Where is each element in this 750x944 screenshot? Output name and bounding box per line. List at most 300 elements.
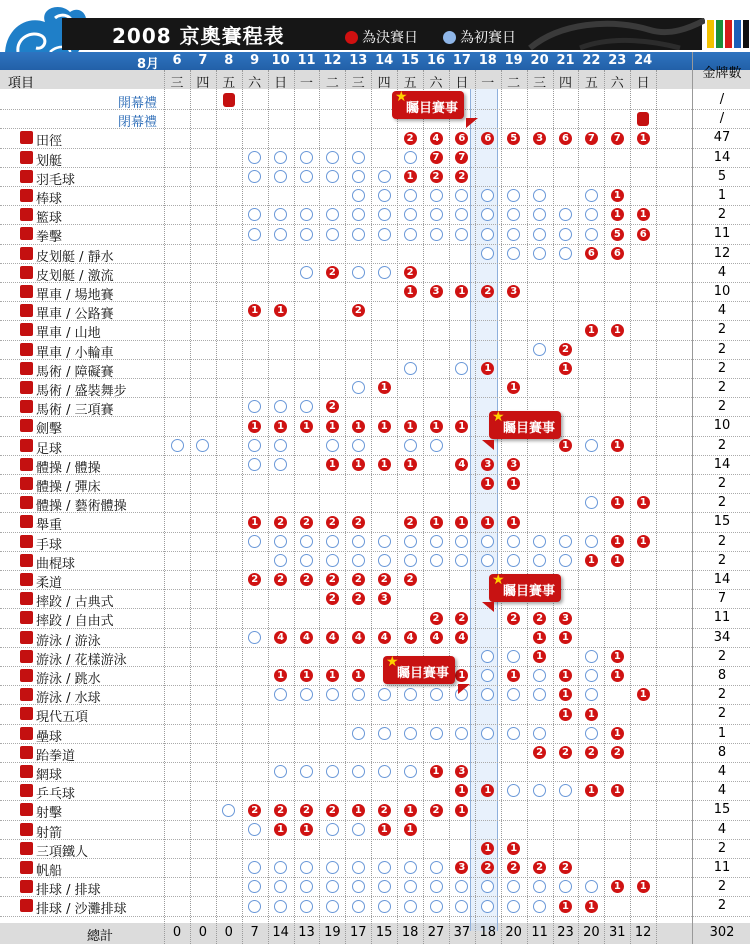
final-circle: 2 xyxy=(352,592,365,605)
sport-pictogram-icon xyxy=(20,381,33,394)
prelim-circle xyxy=(222,804,235,817)
prelim-circle xyxy=(455,189,468,202)
final-circle: 1 xyxy=(300,669,313,682)
final-circle: 1 xyxy=(637,535,650,548)
total-value: 27 xyxy=(427,925,445,940)
prelim-circle xyxy=(300,208,313,221)
sport-name: 單車 / 小輪車 xyxy=(36,345,114,361)
grid-hline xyxy=(0,839,750,840)
callout-pointer xyxy=(466,118,478,128)
medal-count: 14 xyxy=(713,572,731,587)
grid-hline xyxy=(0,167,750,168)
weekday-label: 四 xyxy=(196,76,210,91)
medal-count: 8 xyxy=(717,668,727,683)
grid-hline xyxy=(0,551,750,552)
prelim-circle xyxy=(507,554,520,567)
prelim-circle xyxy=(533,669,546,682)
prelim-circle xyxy=(585,727,598,740)
sport-pictogram-icon xyxy=(20,688,33,701)
prelim-circle xyxy=(274,688,287,701)
medal-count: 2 xyxy=(717,399,727,415)
prelim-circle xyxy=(404,208,417,221)
prelim-circle xyxy=(481,900,494,913)
weekday-label: 三 xyxy=(170,76,184,91)
prelim-circle xyxy=(326,228,339,241)
prelim-circle xyxy=(248,228,261,241)
sport-pictogram-icon xyxy=(20,515,33,528)
prelim-circle xyxy=(248,208,261,221)
grid-hline xyxy=(0,820,750,821)
sport-name: 體操 / 彈床 xyxy=(36,480,101,495)
final-circle: 1 xyxy=(378,420,391,433)
final-circle: 1 xyxy=(533,631,546,644)
medal-count: 4 xyxy=(717,764,727,779)
medal-count: 14 xyxy=(713,149,731,165)
prelim-circle xyxy=(585,880,598,893)
sport-pictogram-icon xyxy=(20,496,33,509)
prelim-circle xyxy=(430,900,443,913)
prelim-circle xyxy=(404,554,417,567)
sport-pictogram-icon xyxy=(20,573,33,586)
prelim-circle xyxy=(378,880,391,893)
final-circle: 1 xyxy=(611,535,624,548)
prelim-dot-icon xyxy=(443,31,456,44)
prelim-circle xyxy=(274,765,287,778)
prelim-circle xyxy=(248,880,261,893)
sport-pictogram-icon xyxy=(20,554,33,567)
sport-pictogram-icon xyxy=(20,880,33,893)
final-circle: 4 xyxy=(430,631,443,644)
prelim-circle xyxy=(248,439,261,452)
total-value: 15 xyxy=(375,925,393,940)
prelim-circle xyxy=(533,343,546,356)
medal-count: 12 xyxy=(713,245,731,261)
prelim-circle xyxy=(533,189,546,202)
final-circle: 1 xyxy=(455,669,468,682)
final-circle: 7 xyxy=(611,132,624,145)
sport-pictogram-icon xyxy=(20,899,33,912)
medal-count: 2 xyxy=(717,207,727,223)
final-circle: 1 xyxy=(378,381,391,394)
prelim-circle xyxy=(559,784,572,797)
final-circle: 2 xyxy=(559,343,572,356)
prelim-circle xyxy=(352,208,365,221)
weekday-label: 四 xyxy=(377,76,391,91)
month-label: 8月 xyxy=(136,57,160,72)
prelim-circle xyxy=(248,900,261,913)
prelim-circle xyxy=(352,765,365,778)
weekday-label: 四 xyxy=(558,76,572,91)
prelim-circle xyxy=(352,554,365,567)
final-circle: 1 xyxy=(274,420,287,433)
prelim-circle xyxy=(352,189,365,202)
prelim-circle xyxy=(404,228,417,241)
final-circle: 1 xyxy=(585,554,598,567)
medal-count: 11 xyxy=(713,610,731,626)
day-label: 22 xyxy=(582,53,601,68)
total-value: 20 xyxy=(505,925,522,940)
medal-count: 15 xyxy=(713,514,731,530)
day-label: 19 xyxy=(504,53,523,68)
total-value: 17 xyxy=(350,925,367,940)
day-label: 21 xyxy=(556,53,575,68)
prelim-circle xyxy=(507,727,520,740)
final-circle: 3 xyxy=(378,592,391,605)
final-circle: 2 xyxy=(585,746,598,759)
prelim-circle xyxy=(455,900,468,913)
final-circle: 1 xyxy=(507,516,520,529)
prelim-circle xyxy=(378,765,391,778)
final-circle: 1 xyxy=(352,669,365,682)
prelim-circle xyxy=(300,861,313,874)
final-circle: 3 xyxy=(481,458,494,471)
prelim-circle xyxy=(481,247,494,260)
china-flag-star-icon: ★ xyxy=(395,89,408,105)
day-label: 7 xyxy=(198,53,208,68)
grid-vline xyxy=(268,70,269,944)
prelim-circle xyxy=(326,554,339,567)
final-circle: 2 xyxy=(274,804,287,817)
final-circle: 3 xyxy=(533,132,546,145)
prelim-circle xyxy=(300,151,313,164)
prelim-circle xyxy=(326,900,339,913)
prelim-circle xyxy=(559,208,572,221)
day-label: 9 xyxy=(250,53,260,68)
sport-pictogram-icon xyxy=(20,323,33,336)
final-circle: 4 xyxy=(326,631,339,644)
grid-vline xyxy=(527,70,528,944)
prelim-circle xyxy=(533,247,546,260)
sport-pictogram-icon xyxy=(20,669,33,682)
featured-event-callout xyxy=(383,656,455,684)
callout-pointer xyxy=(482,602,494,612)
prelim-circle xyxy=(404,362,417,375)
prelim-circle xyxy=(274,170,287,183)
day-label: 15 xyxy=(401,53,420,68)
final-circle: 2 xyxy=(507,861,520,874)
final-circle: 1 xyxy=(352,458,365,471)
final-circle: 1 xyxy=(326,458,339,471)
final-circle: 4 xyxy=(455,631,468,644)
grid-hline xyxy=(0,858,750,859)
final-circle: 1 xyxy=(274,669,287,682)
final-circle: 2 xyxy=(611,746,624,759)
prelim-circle xyxy=(533,784,546,797)
prelim-circle xyxy=(378,189,391,202)
final-circle: 2 xyxy=(248,573,261,586)
final-circle: 1 xyxy=(352,420,365,433)
sport-pictogram-icon xyxy=(20,765,33,778)
grid-hline xyxy=(0,301,750,302)
prelim-circle xyxy=(430,861,443,874)
sport-pictogram-icon xyxy=(20,208,33,221)
ceremony-emblem-icon xyxy=(637,112,649,126)
weekday-label: 二 xyxy=(325,76,339,91)
final-circle: 6 xyxy=(611,247,624,260)
day-label: 10 xyxy=(271,53,290,68)
prelim-circle xyxy=(352,823,365,836)
total-value: 0 xyxy=(198,925,208,940)
final-circle: 2 xyxy=(404,132,417,145)
prelim-circle xyxy=(326,208,339,221)
final-circle: 1 xyxy=(455,516,468,529)
prelim-circle xyxy=(585,496,598,509)
grid-vline xyxy=(319,70,320,944)
prelim-circle xyxy=(481,535,494,548)
final-circle: 1 xyxy=(533,650,546,663)
sport-pictogram-icon xyxy=(20,439,33,452)
prelim-circle xyxy=(248,458,261,471)
sport-name: 帆船 xyxy=(36,864,63,879)
sport-name: 排球 / 沙灘排球 xyxy=(36,902,127,918)
final-circle: 2 xyxy=(326,400,339,413)
final-circle: 1 xyxy=(248,304,261,317)
sport-pictogram-icon xyxy=(20,803,33,816)
prelim-circle xyxy=(300,900,313,913)
final-circle: 2 xyxy=(559,861,572,874)
final-circle: 2 xyxy=(533,612,546,625)
final-circle: 2 xyxy=(352,573,365,586)
sport-name: 排球 / 排球 xyxy=(36,883,101,899)
final-circle: 1 xyxy=(507,842,520,855)
prelim-circle xyxy=(533,727,546,740)
prelim-circle xyxy=(326,861,339,874)
sport-name: 馬術 / 三項賽 xyxy=(36,403,114,419)
prelim-circle xyxy=(326,535,339,548)
total-label: 總計 xyxy=(86,929,113,944)
grid-hline xyxy=(0,532,750,533)
weekday-label: 二 xyxy=(507,76,521,91)
prelim-circle xyxy=(430,535,443,548)
weekday-label: 六 xyxy=(610,76,624,91)
final-circle: 1 xyxy=(559,688,572,701)
prelim-circle xyxy=(507,247,520,260)
medal-count: 2 xyxy=(717,495,727,511)
prelim-circle xyxy=(378,554,391,567)
grid-hline xyxy=(0,128,750,129)
final-circle: 2 xyxy=(455,170,468,183)
item-column-header: 項目 xyxy=(8,76,35,91)
sport-pictogram-icon xyxy=(20,650,33,663)
legend-final xyxy=(345,27,418,47)
grid-hline xyxy=(0,378,750,379)
day-label: 12 xyxy=(323,53,342,68)
grid-vline xyxy=(475,70,476,944)
prelim-circle xyxy=(378,688,391,701)
final-circle: 1 xyxy=(611,496,624,509)
final-circle: 2 xyxy=(326,804,339,817)
sport-name: 摔跤 / 自由式 xyxy=(36,614,114,630)
prelim-circle xyxy=(533,554,546,567)
day-label: 24 xyxy=(634,53,653,68)
final-circle: 6 xyxy=(559,132,572,145)
prelim-circle xyxy=(378,861,391,874)
final-circle: 2 xyxy=(378,804,391,817)
final-circle: 1 xyxy=(481,362,494,375)
prelim-circle xyxy=(274,208,287,221)
grid-hline xyxy=(0,282,750,283)
prelim-circle xyxy=(533,688,546,701)
final-circle: 2 xyxy=(378,573,391,586)
total-value: 0 xyxy=(224,925,233,940)
prelim-circle xyxy=(455,208,468,221)
prelim-circle xyxy=(585,189,598,202)
final-circle: 1 xyxy=(637,688,650,701)
day-label: 16 xyxy=(426,53,446,68)
final-circle: 1 xyxy=(611,880,624,893)
sport-pictogram-icon xyxy=(20,247,33,260)
weekday-label: 六 xyxy=(429,76,443,91)
prelim-circle xyxy=(430,688,443,701)
final-circle: 1 xyxy=(274,823,287,836)
final-circle: 1 xyxy=(611,669,624,682)
prelim-circle xyxy=(326,688,339,701)
final-circle: 4 xyxy=(378,631,391,644)
final-circle: 1 xyxy=(611,189,624,202)
medal-count: 4 xyxy=(717,264,727,280)
sport-pictogram-icon xyxy=(20,727,33,740)
final-circle: 2 xyxy=(430,804,443,817)
final-circle: 3 xyxy=(507,458,520,471)
sport-pictogram-icon xyxy=(20,151,33,164)
final-circle: 1 xyxy=(352,804,365,817)
sport-pictogram-icon xyxy=(20,784,33,797)
grid-hline xyxy=(0,916,750,917)
featured-event-callout xyxy=(489,411,561,439)
prelim-circle xyxy=(559,554,572,567)
sport-name: 單車 / 公路賽 xyxy=(36,307,114,323)
prelim-circle xyxy=(352,688,365,701)
ceremony-name: 閉幕禮 xyxy=(118,115,158,131)
weekday-label: 六 xyxy=(248,76,262,91)
final-dot-icon xyxy=(345,31,358,44)
sport-pictogram-icon xyxy=(20,131,33,144)
grid-vline xyxy=(294,70,295,944)
medal-count: / xyxy=(719,92,725,107)
final-circle: 1 xyxy=(274,304,287,317)
prelim-circle xyxy=(300,535,313,548)
sport-name: 皮划艇 / 靜水 xyxy=(36,249,114,265)
total-value: 0 xyxy=(172,925,182,940)
final-circle: 1 xyxy=(585,784,598,797)
medal-count: 2 xyxy=(717,552,727,568)
final-circle: 1 xyxy=(404,170,417,183)
medal-count: 5 xyxy=(717,168,727,184)
prelim-circle xyxy=(559,247,572,260)
grid-hline xyxy=(0,628,750,629)
page-title: 2008 京奧賽程表 xyxy=(112,24,285,48)
medal-count: 2 xyxy=(717,879,727,895)
medal-count: 10 xyxy=(713,418,731,434)
medal-count: 14 xyxy=(713,456,731,472)
prelim-circle xyxy=(559,535,572,548)
final-circle: 1 xyxy=(455,804,468,817)
final-circle: 6 xyxy=(637,228,650,241)
total-medals: 302 xyxy=(709,925,735,940)
sport-pictogram-icon xyxy=(20,592,33,605)
final-circle: 2 xyxy=(404,573,417,586)
sport-pictogram-icon xyxy=(20,842,33,855)
sport-pictogram-icon xyxy=(20,611,33,624)
grid-hline xyxy=(0,474,750,475)
sport-pictogram-icon xyxy=(20,266,33,279)
sport-name: 曲棍球 xyxy=(36,556,76,572)
prelim-circle xyxy=(274,900,287,913)
grid-hline xyxy=(0,493,750,494)
prelim-circle xyxy=(274,554,287,567)
medal-count: 1 xyxy=(717,188,727,203)
sport-name: 乒乓球 xyxy=(36,787,76,803)
prelim-circle xyxy=(300,266,313,279)
prelim-circle xyxy=(378,535,391,548)
prelim-circle xyxy=(352,535,365,548)
grid-hline xyxy=(0,148,750,149)
sport-pictogram-icon xyxy=(20,458,33,471)
total-value: 31 xyxy=(609,925,626,940)
grid-vline xyxy=(692,52,693,944)
prelim-circle xyxy=(300,170,313,183)
callout-text: 矚目賽事 xyxy=(406,101,459,116)
sport-name: 跆拳道 xyxy=(36,748,76,764)
final-circle: 1 xyxy=(430,516,443,529)
final-circle: 1 xyxy=(559,631,572,644)
sport-name: 現代五項 xyxy=(36,710,89,726)
final-circle: 3 xyxy=(507,285,520,298)
legend-final-label: 為決賽日 xyxy=(362,30,418,46)
prelim-circle xyxy=(404,727,417,740)
grid-hline xyxy=(0,800,750,801)
weekday-label: 五 xyxy=(584,76,598,91)
grid-hline xyxy=(0,224,750,225)
prelim-circle xyxy=(404,861,417,874)
medal-count: 47 xyxy=(713,130,731,146)
grid-vline xyxy=(578,70,579,944)
prelim-circle xyxy=(533,535,546,548)
sport-pictogram-icon xyxy=(20,189,33,202)
final-circle: 1 xyxy=(559,362,572,375)
medal-count: 2 xyxy=(717,360,727,376)
prelim-circle xyxy=(171,439,184,452)
weekday-label: 三 xyxy=(351,76,365,91)
medal-count: 2 xyxy=(717,380,727,395)
final-circle: 7 xyxy=(430,151,443,164)
grid-hline xyxy=(0,647,750,648)
grid-vline xyxy=(630,70,631,944)
prelim-circle xyxy=(248,170,261,183)
sport-name: 單車 / 場地賽 xyxy=(36,288,114,303)
total-value: 23 xyxy=(557,925,574,940)
weekday-label: 五 xyxy=(403,76,417,91)
grid-vline xyxy=(371,70,372,944)
prelim-circle xyxy=(352,727,365,740)
prelim-circle xyxy=(300,765,313,778)
day-label: 8 xyxy=(224,53,234,68)
sport-pictogram-icon xyxy=(20,631,33,644)
medal-count: 7 xyxy=(717,591,727,607)
total-value: 19 xyxy=(324,925,341,940)
final-circle: 2 xyxy=(533,746,546,759)
callout-text: 矚目賽事 xyxy=(397,666,450,681)
final-circle: 2 xyxy=(326,592,339,605)
final-circle: 3 xyxy=(455,765,468,778)
prelim-circle xyxy=(274,880,287,893)
prelim-circle xyxy=(481,228,494,241)
prelim-circle xyxy=(507,688,520,701)
day-label: 20 xyxy=(530,53,549,68)
sport-name: 田徑 xyxy=(36,134,63,150)
grid-vline xyxy=(604,70,605,944)
prelim-circle xyxy=(274,458,287,471)
